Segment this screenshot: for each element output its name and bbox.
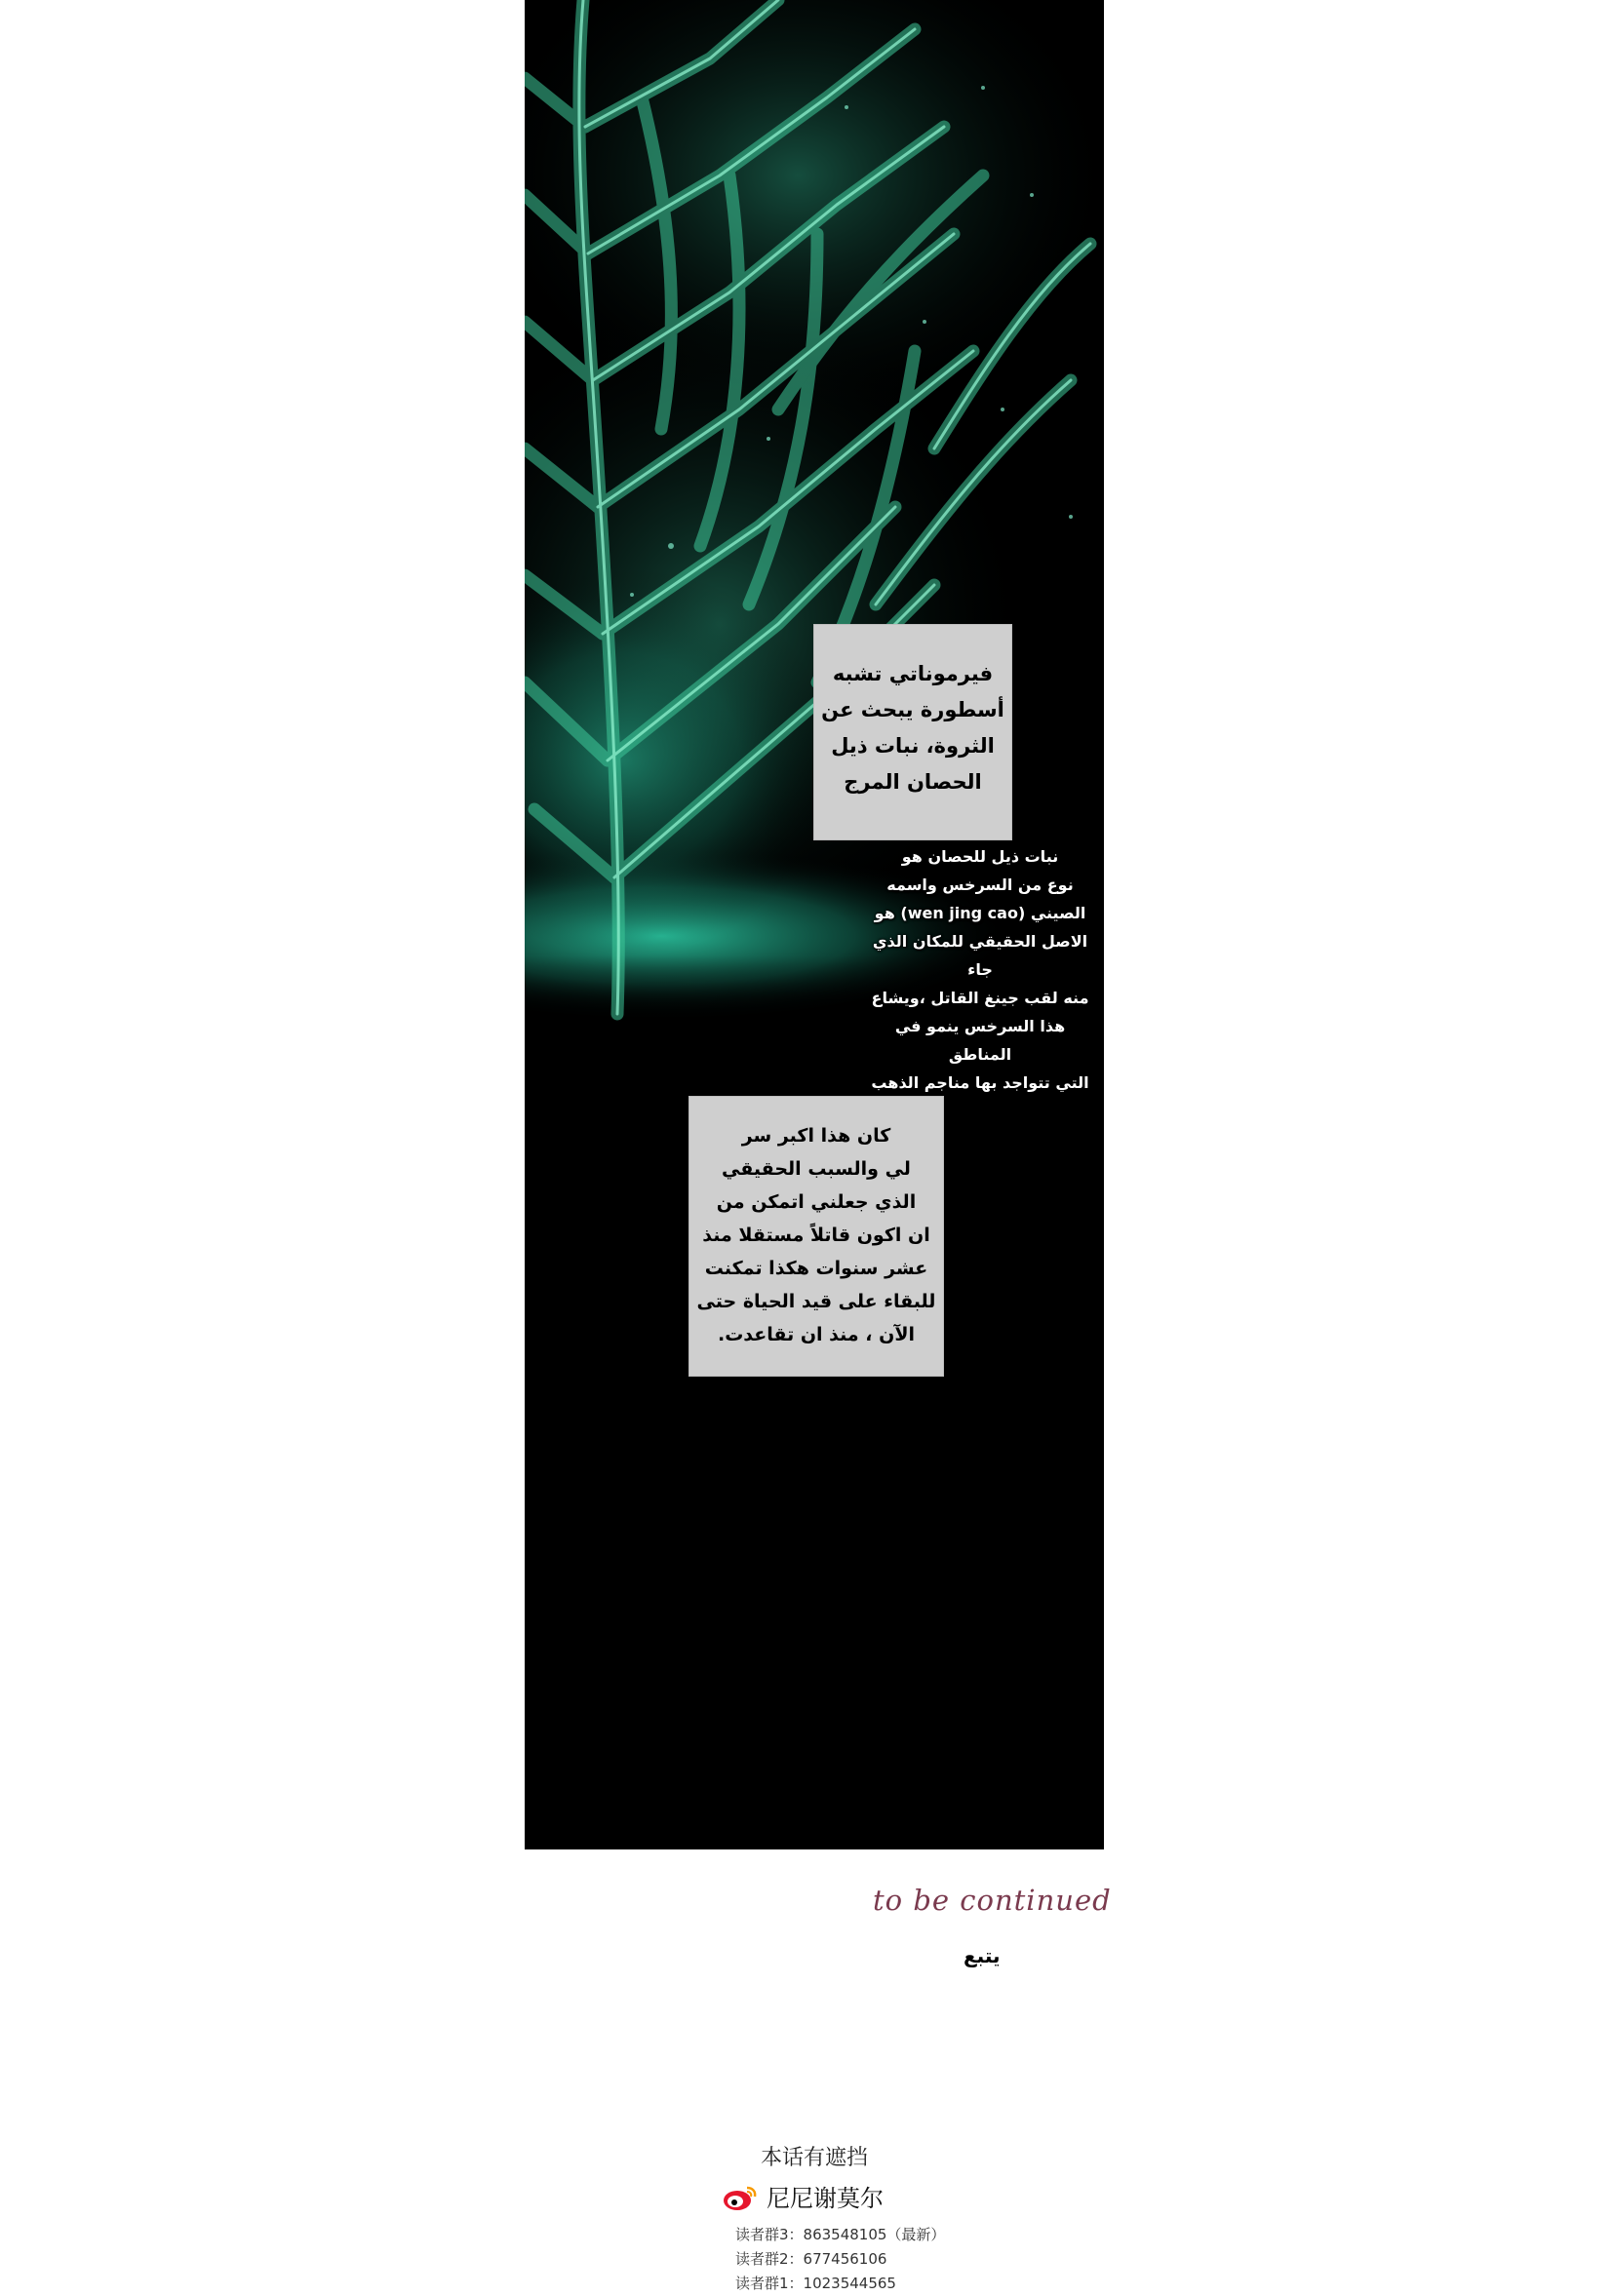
note-line: منه لقب جينغ القاتل ،ويشاع — [871, 989, 1089, 1007]
caption-line: ان اكون قاتلاً مستقلا منذ — [702, 1225, 930, 1246]
caption-line: كان هذا اكبر سر — [741, 1125, 891, 1147]
translator-note — [861, 842, 1099, 1097]
note-line: الاصل الحقيقي للمكان الذي جاء — [872, 932, 1088, 979]
credit-block — [722, 2141, 975, 2296]
note-line: الصيني (wen jing cao) هو — [874, 904, 1086, 922]
to-be-continued-text: to be continued — [873, 1884, 1112, 1917]
note-line: نوع من السرخس واسمه — [886, 876, 1074, 894]
credit-row — [722, 2179, 975, 2213]
caption-line: لي والسبب الحقيقي — [722, 1158, 911, 1180]
caption-box-top — [813, 624, 1012, 840]
reader-groups — [735, 2223, 975, 2296]
to-be-continued-arabic: يتبع — [964, 1944, 1001, 1967]
caption-line: الحصان المرج — [844, 770, 982, 794]
caption-line: للبقاء على قيد الحياة حتى — [696, 1291, 936, 1312]
note-line: التي تتواجد بها مناجم الذهب — [871, 1073, 1089, 1092]
note-line: هذا السرخس ينمو في المناطق — [894, 1017, 1066, 1064]
caption-line: الذي جعلني اتمكن من — [716, 1191, 917, 1213]
caption-box-bottom — [688, 1096, 944, 1377]
weibo-icon — [722, 2182, 759, 2211]
comic-panel — [525, 0, 1104, 1849]
censor-notice: 本话有遮挡 — [761, 2146, 869, 2170]
caption-line: فيرموناتي تشبه — [832, 662, 994, 685]
caption-line: عشر سنوات هكذا تمكنت — [704, 1258, 928, 1279]
caption-line: الآن ، منذ ان تقاعدت. — [718, 1324, 915, 1345]
caption-line: الثروة، نبات ذيل — [831, 734, 995, 758]
credit-name: 尼尼谢莫尔 — [767, 2185, 884, 2212]
reader-group: 读者群2：677456106 — [735, 2250, 887, 2268]
reader-group: 读者群3：863548105（最新） — [735, 2226, 946, 2243]
note-line: نبات ذيل للحصان هو — [901, 847, 1059, 866]
caption-line: أسطورة يبحث عن — [821, 698, 1004, 721]
reader-group: 读者群1：1023544565 — [735, 2275, 896, 2292]
